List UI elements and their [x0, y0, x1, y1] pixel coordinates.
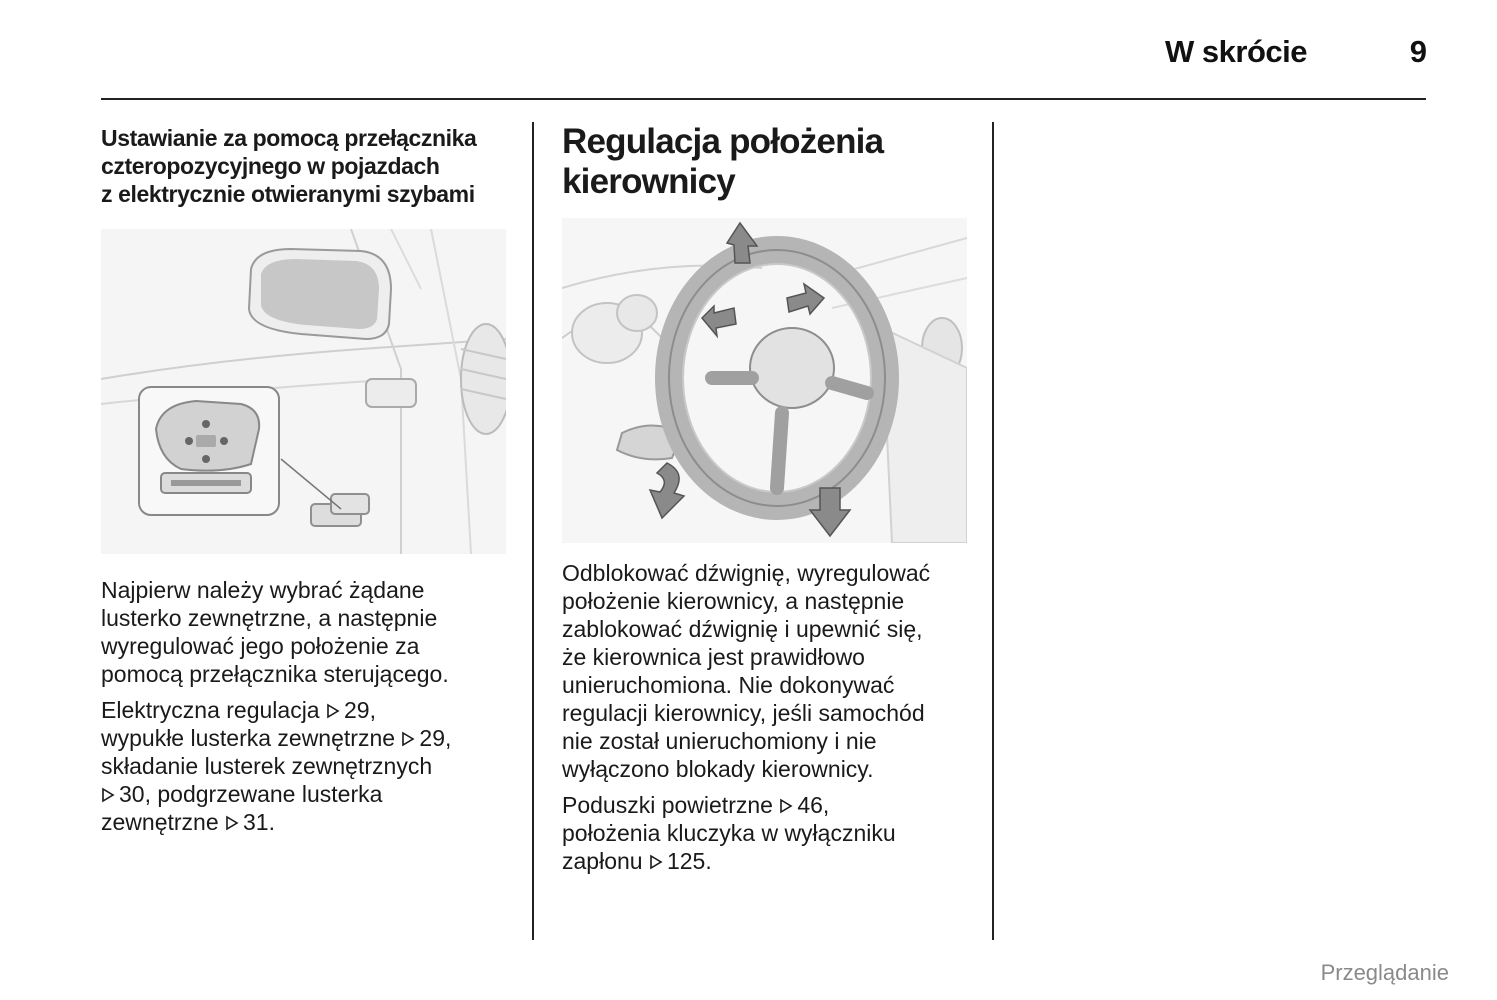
- ref-text: położenia kluczyka w wyłączniku: [562, 820, 896, 846]
- text-line: unieruchomiona. Nie dokonywać: [562, 672, 895, 698]
- ref-text: składanie lusterek zewnętrznych: [101, 753, 433, 779]
- header-rule: [101, 98, 1426, 100]
- ref-text: wypukłe lusterka zewnętrzne: [101, 725, 396, 751]
- ref-text: Poduszki powietrzne: [562, 792, 773, 818]
- page-reference-icon: [649, 854, 663, 870]
- subheading-line: czteropozycyjnego w pojazdach: [101, 153, 440, 179]
- instruction-paragraph: [562, 559, 974, 783]
- text-line: nie został unieruchomiony i nie: [562, 728, 877, 754]
- page-reference-icon: [101, 787, 115, 803]
- ref-page-link[interactable]: 31.: [243, 809, 275, 835]
- text-line: Najpierw należy wybrać żądane: [101, 577, 425, 603]
- ref-page-link[interactable]: 29,: [344, 697, 376, 723]
- subheading-line: Ustawianie za pomocą przełącznika: [101, 125, 477, 151]
- cross-reference-paragraph: [562, 791, 974, 875]
- instruction-paragraph: [101, 576, 513, 688]
- ref-page-link[interactable]: 46,: [797, 792, 830, 818]
- text-line: wyregulować jego położenie za: [101, 633, 420, 659]
- mirror-switch-illustration: [101, 229, 506, 554]
- title-line: kierownicy: [562, 162, 735, 201]
- page-header-title: W skrócie: [1165, 34, 1307, 69]
- text-line: pomocą przełącznika sterującego.: [101, 661, 449, 687]
- section-title: [562, 122, 974, 202]
- text-line: zablokować dźwignię i upewnić się,: [562, 616, 923, 642]
- footer-nav-link[interactable]: Przeglądanie: [1320, 960, 1449, 985]
- ref-text: zapłonu: [562, 848, 643, 874]
- text-line: położenie kierownicy, a następnie: [562, 588, 905, 614]
- ref-text: zewnętrzne: [101, 809, 219, 835]
- text-line: lusterko zewnętrzne, a następnie: [101, 605, 438, 631]
- column-divider-2: [992, 122, 994, 940]
- ref-page-link[interactable]: 125.: [666, 848, 712, 874]
- page-reference-icon: [779, 798, 793, 814]
- text-line: wyłączono blokady kierownicy.: [562, 756, 874, 782]
- subheading-line: z elektrycznie otwieranymi szybami: [101, 181, 475, 207]
- page-reference-icon: [225, 815, 239, 831]
- ref-text: Elektryczna regulacja: [101, 697, 320, 723]
- page-number: 9: [1409, 34, 1427, 69]
- section-subheading: [101, 124, 513, 208]
- text-line: regulacji kierownicy, jeśli samochód: [562, 700, 925, 726]
- column-divider-1: [532, 122, 534, 940]
- page-reference-icon: [401, 731, 415, 747]
- text-line: Odblokować dźwignię, wyregulować: [562, 560, 931, 586]
- text-line: że kierownica jest prawidłowo: [562, 644, 865, 670]
- right-column: [562, 120, 974, 883]
- cross-reference-paragraph: [101, 696, 513, 836]
- page-reference-icon: [326, 703, 340, 719]
- ref-page-link[interactable]: 29,: [419, 725, 452, 751]
- steering-wheel-illustration: [562, 218, 967, 543]
- left-column: [101, 120, 513, 844]
- ref-page-link[interactable]: 30, podgrzewane lusterka: [119, 781, 383, 807]
- title-line: Regulacja położenia: [562, 122, 884, 161]
